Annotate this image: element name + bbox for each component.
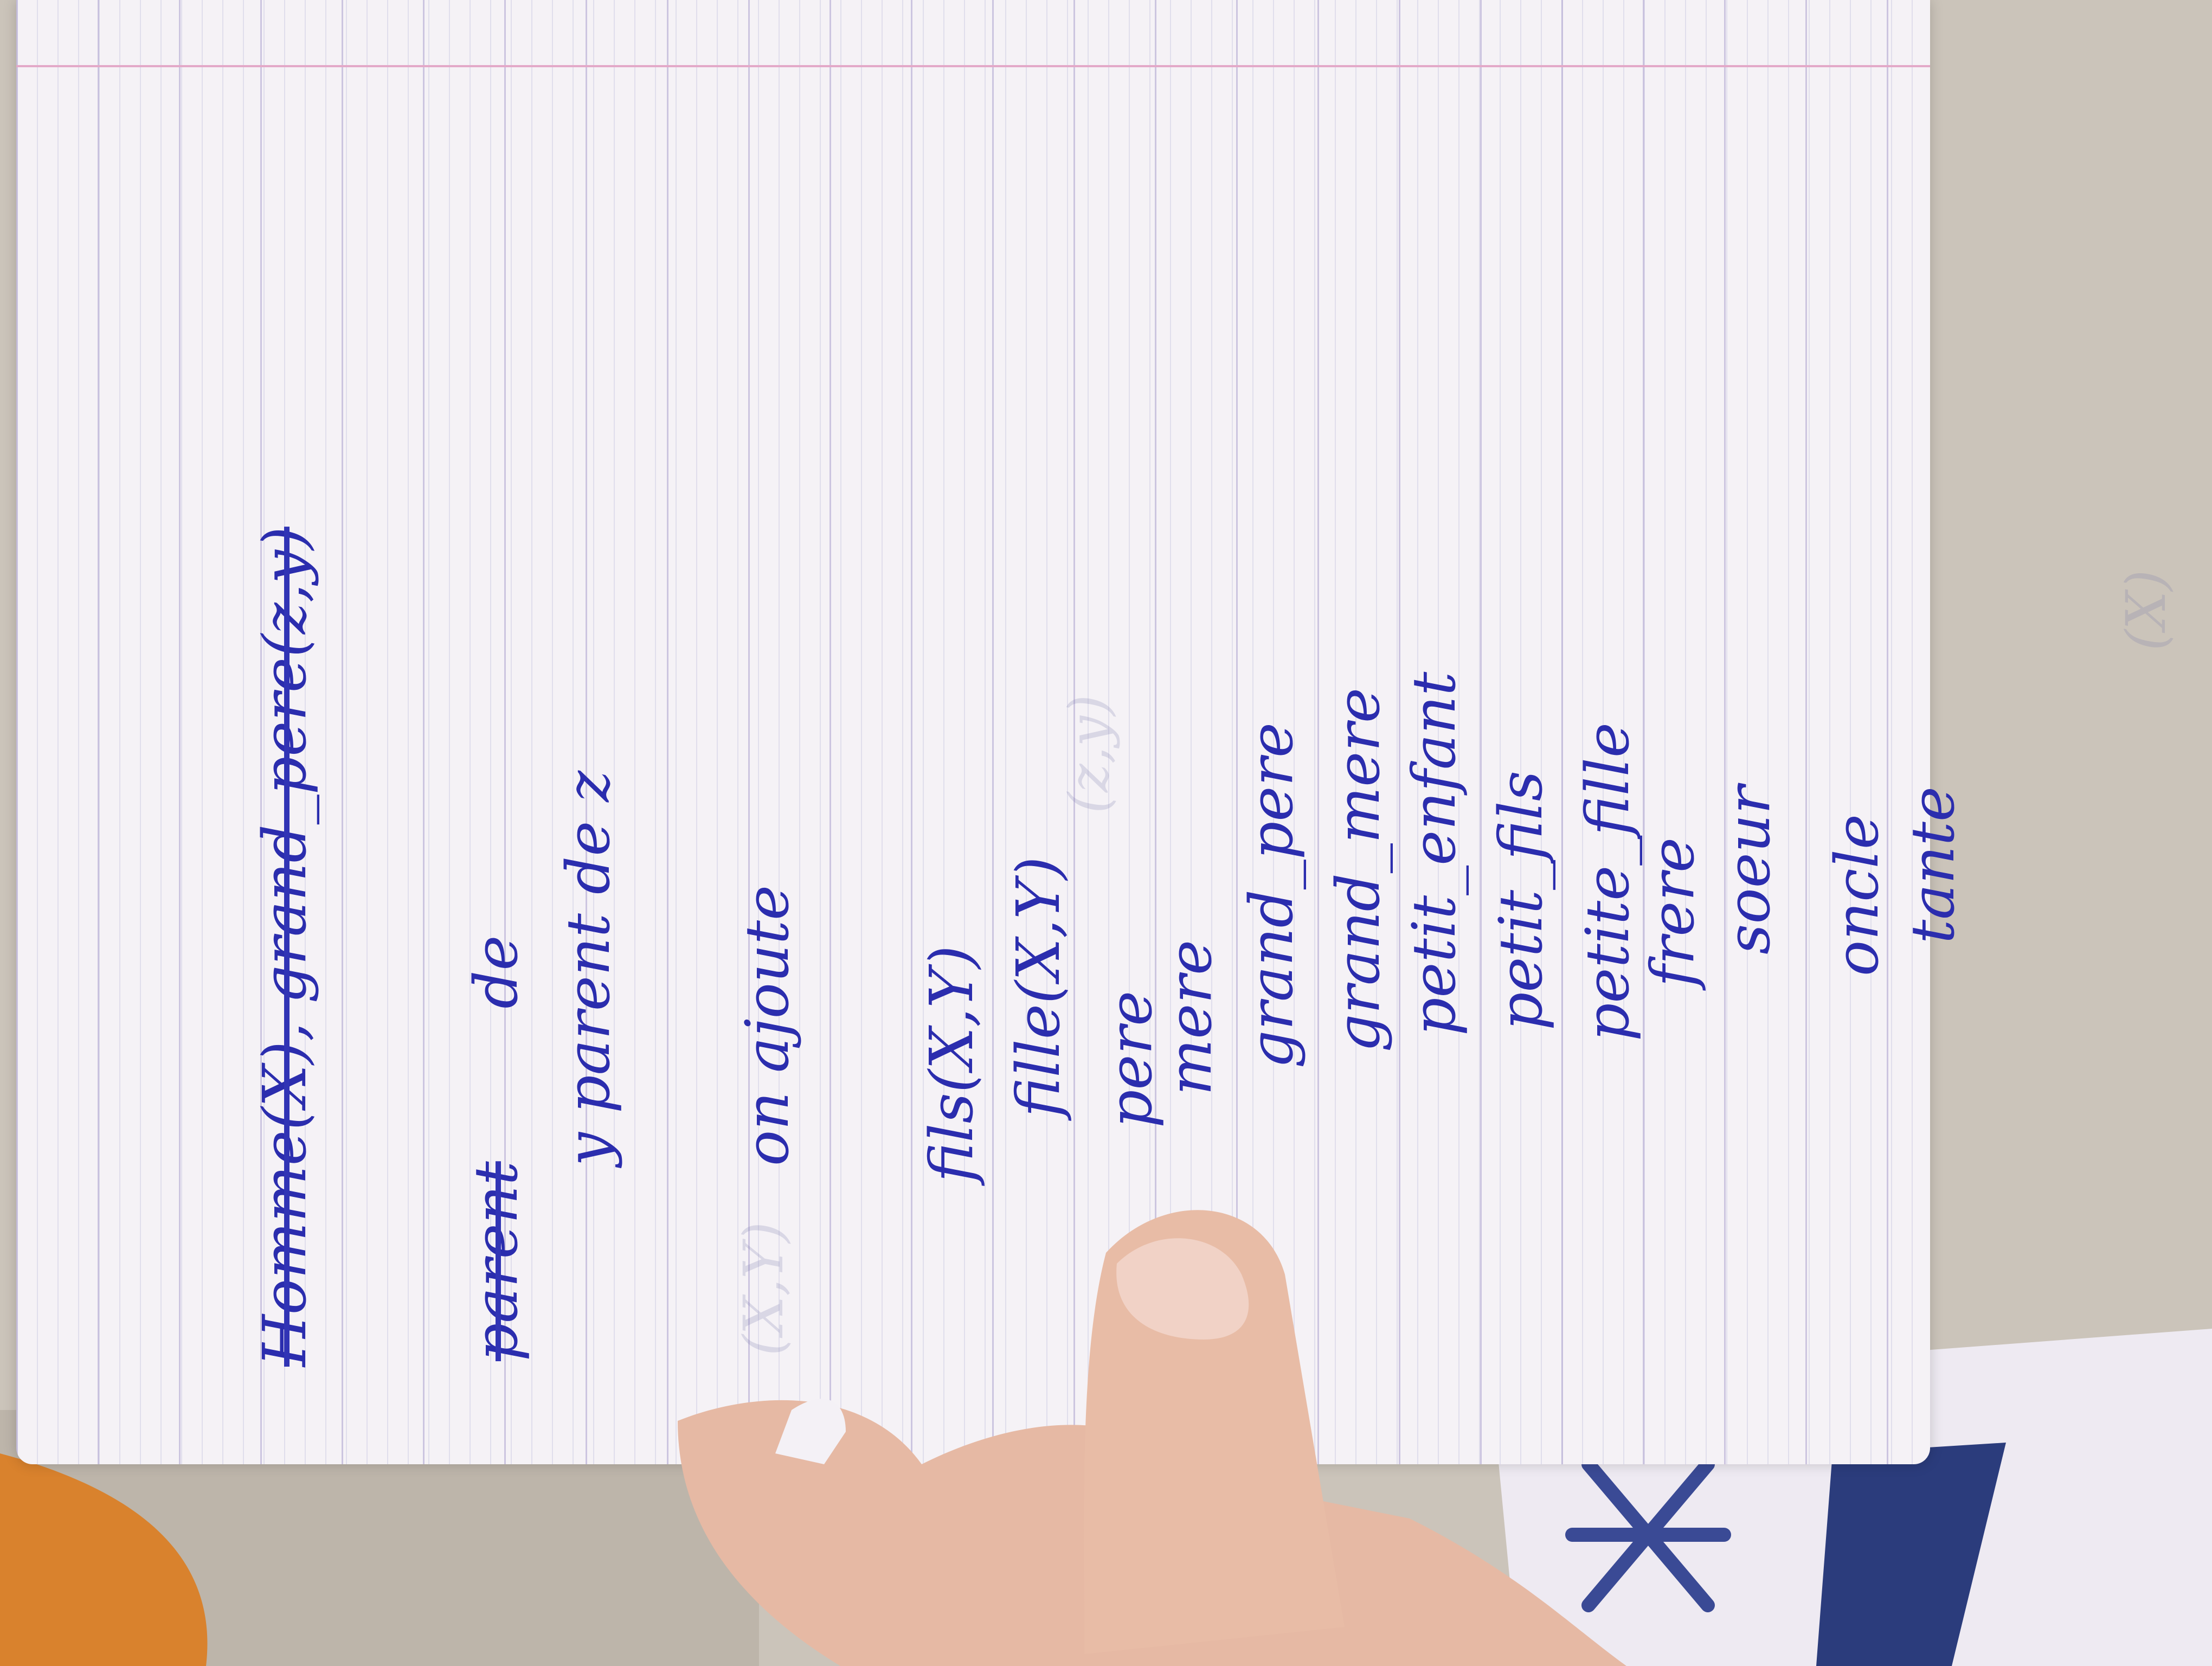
handwritten-soeur: soeur [1714, 785, 1783, 954]
bleed-through-text: (X,Y) [732, 1221, 795, 1356]
handwritten-fille: fille(X,Y) [1004, 856, 1073, 1117]
handwritten-fils: fils(X,Y) [917, 945, 986, 1182]
struck-word-parent: parent [461, 1161, 531, 1361]
handwritten-petit-enfant: petit_enfant [1399, 671, 1469, 1036]
handwritten-petite-fille: petite_fille [1573, 722, 1642, 1041]
handwritten-oncle: oncle [1822, 814, 1892, 976]
handwritten-pere: pere [1096, 990, 1165, 1128]
handwritten-parent-de: y parent de z [554, 770, 623, 1166]
handwritten-tante: tante [1898, 786, 1967, 944]
handwritten-de: de [461, 935, 531, 1009]
struck-line-homme-grand-pere: Homme(X), grand_pere(z,y) [250, 527, 319, 1367]
bleed-through-text: (z,y) [1057, 695, 1121, 813]
bleed-through-text: (X) [2114, 569, 2178, 651]
handwritten-on-ajoute: on ajoute [732, 885, 802, 1166]
handwritten-grand-pere: grand_pere [1237, 722, 1306, 1068]
handwritten-frere: frere [1638, 837, 1707, 987]
handwritten-mere: mere [1155, 939, 1225, 1095]
handwritten-petit-fils: petit_fils [1486, 770, 1555, 1030]
handwritten-grand-mere: grand_mere [1323, 688, 1393, 1052]
